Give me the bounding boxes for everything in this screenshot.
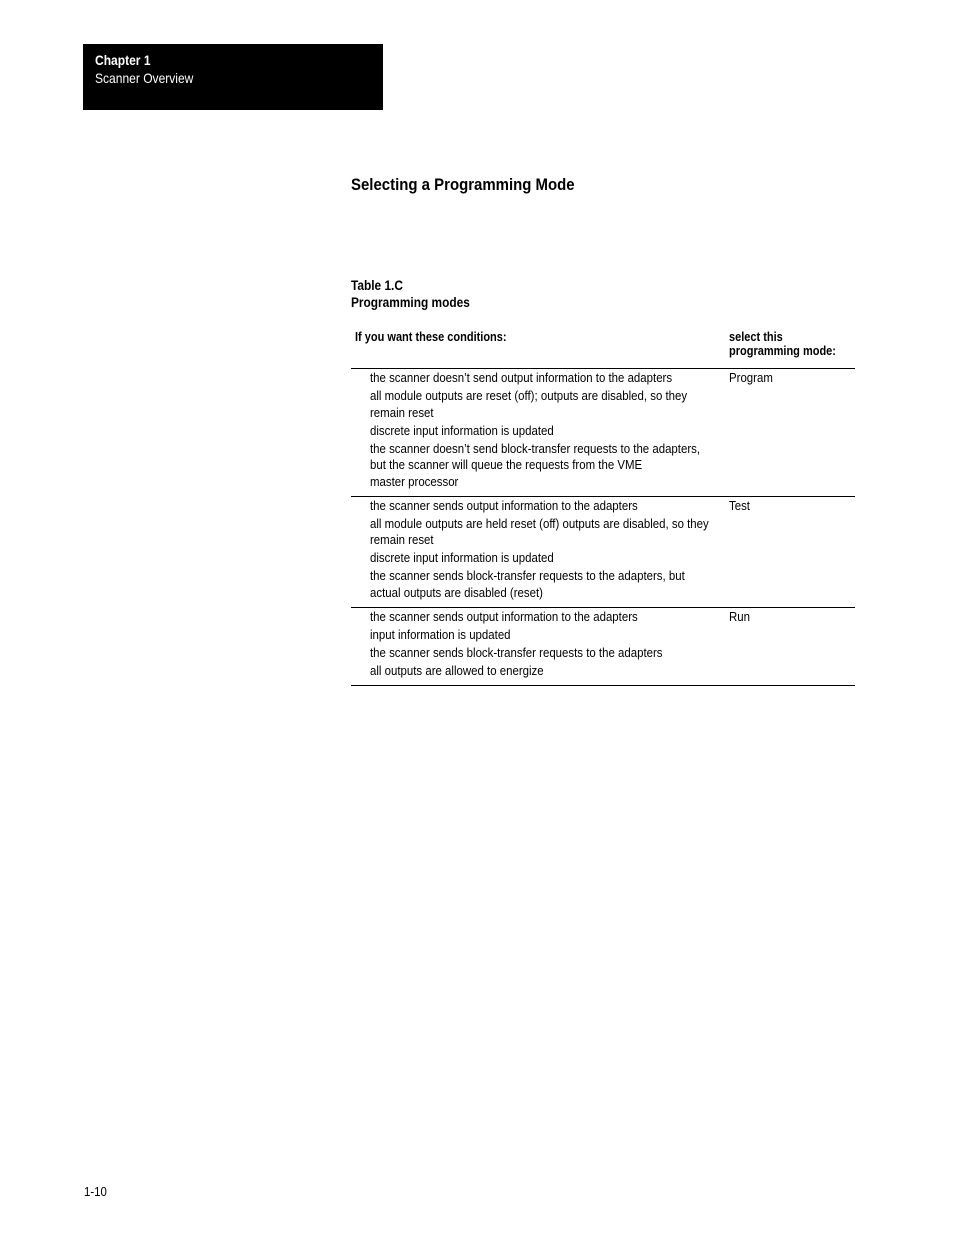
condition-line: the scanner sends block-transfer requests to the adapters, but xyxy=(370,568,685,583)
condition-item xyxy=(370,609,678,626)
condition-item xyxy=(370,627,678,644)
condition-line: the scanner doesn’t send output information to the adapters xyxy=(370,370,673,385)
condition-item xyxy=(370,645,678,662)
conditions-list xyxy=(370,498,720,602)
conditions-list xyxy=(370,609,720,680)
condition-line: input information is updated xyxy=(370,626,511,642)
condition-line: discrete input information is updated xyxy=(370,422,554,438)
condition-item xyxy=(370,663,678,680)
table-caption-title: Programming modes xyxy=(351,295,470,310)
programming-modes-table xyxy=(351,328,855,686)
condition-line: master processor xyxy=(370,473,459,489)
condition-line: all module outputs are reset (off); outputs are disabled, so they xyxy=(370,388,688,403)
condition-item xyxy=(370,515,709,549)
condition-line: remain reset xyxy=(370,532,434,547)
mode-name: Test xyxy=(729,497,750,513)
chapter-banner xyxy=(83,44,383,110)
table-row-test xyxy=(351,496,855,607)
chapter-number: Chapter 1 xyxy=(95,52,151,68)
condition-line: but the scanner will queue the requests from the VME xyxy=(370,457,643,472)
condition-item xyxy=(370,388,688,421)
conditions-column-header: If you want these conditions: xyxy=(355,330,507,344)
page-number: 1-10 xyxy=(84,1184,107,1199)
table-row-run xyxy=(351,607,855,686)
table-caption-number: Table 1.C xyxy=(351,278,403,293)
mode-column-header-line2: programming mode: xyxy=(729,344,836,358)
condition-item xyxy=(370,568,685,601)
condition-line: actual outputs are disabled (reset) xyxy=(370,584,543,600)
mode-column-header xyxy=(729,330,836,358)
condition-line: the scanner doesn’t send block-transfer requests to the adapters, xyxy=(370,440,701,456)
condition-item xyxy=(370,498,678,515)
condition-line: all outputs are allowed to energize xyxy=(370,662,544,678)
section-heading: Selecting a Programming Mode xyxy=(351,175,575,194)
condition-line: remain reset xyxy=(370,404,434,420)
mode-name: Run xyxy=(729,608,750,624)
condition-line: the scanner sends output information to the adapters xyxy=(370,608,638,624)
condition-item xyxy=(370,370,678,387)
condition-item xyxy=(370,423,678,440)
table-caption xyxy=(351,277,470,311)
chapter-title: Scanner Overview xyxy=(95,70,194,86)
conditions-list xyxy=(370,370,720,490)
condition-line: the scanner sends output information to the adapters xyxy=(370,497,638,513)
table-header xyxy=(351,328,855,368)
condition-item xyxy=(370,440,701,491)
condition-line: the scanner sends block-transfer requests to the adapters xyxy=(370,644,663,660)
condition-item xyxy=(370,550,678,567)
mode-name: Program xyxy=(729,370,773,385)
condition-line: all module outputs are held reset (off) outputs are disabled, so they xyxy=(370,515,709,531)
condition-line: discrete input information is updated xyxy=(370,550,554,565)
mode-column-header-line1: select this xyxy=(729,330,783,344)
table-row-program xyxy=(351,368,855,496)
